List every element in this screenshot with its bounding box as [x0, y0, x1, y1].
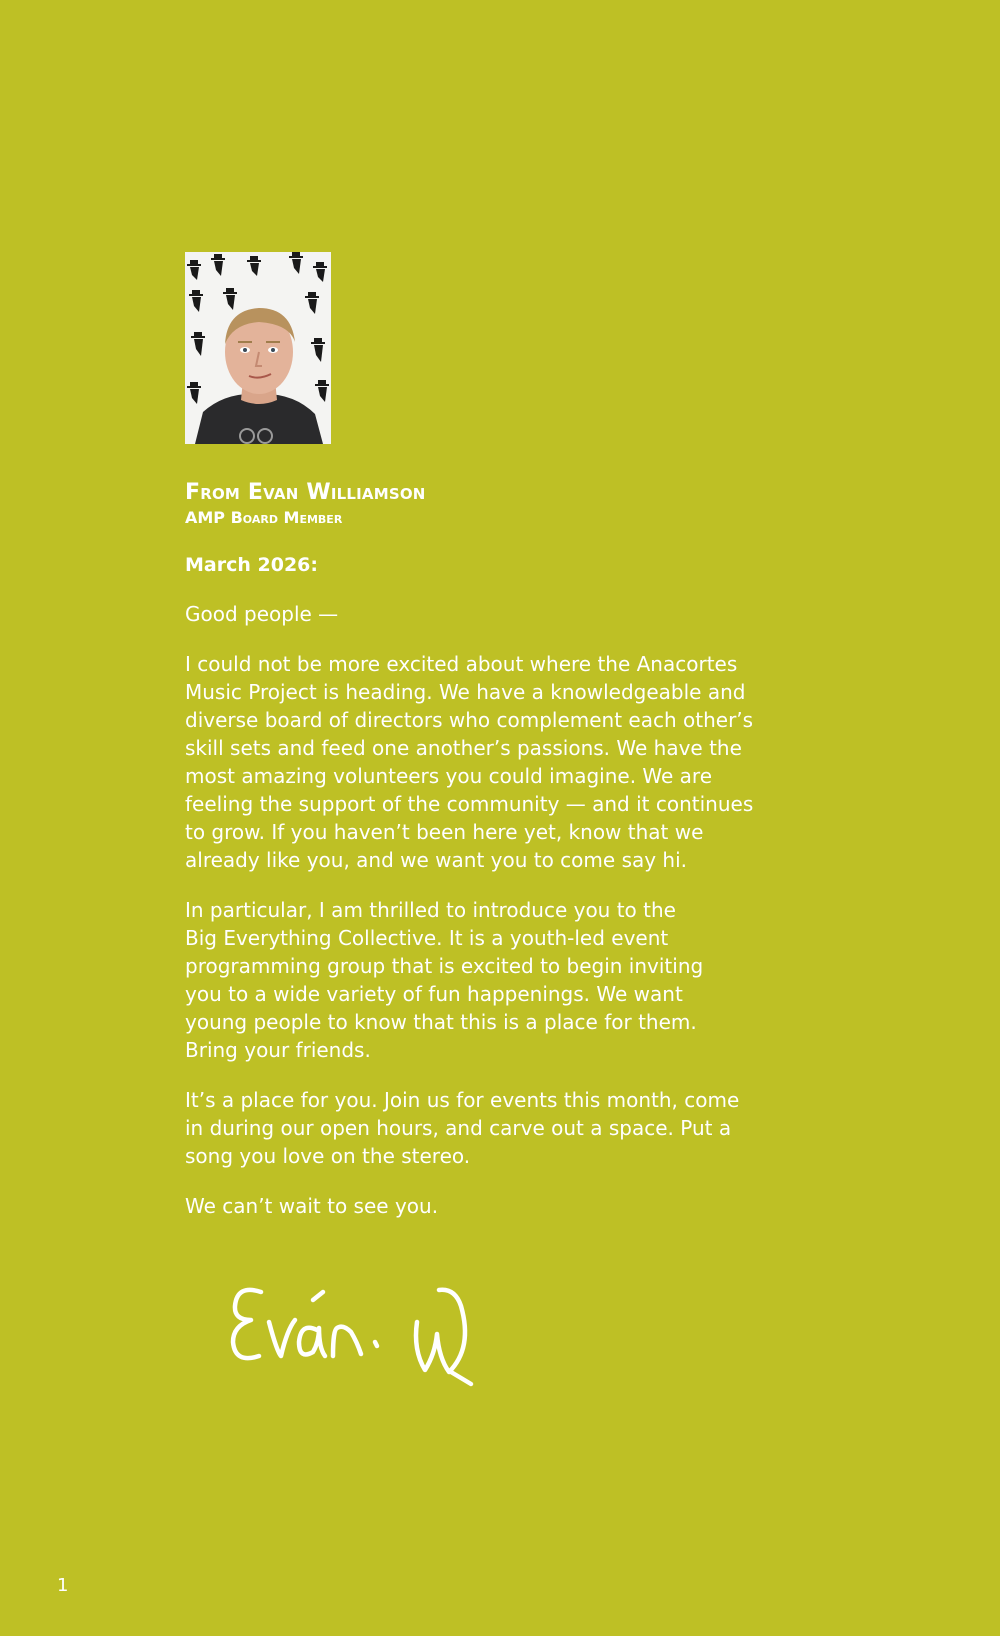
page-number: 1 — [57, 1575, 69, 1596]
author-role: AMP Board Member — [185, 508, 343, 527]
signature — [225, 1270, 505, 1400]
letter-paragraph: I could not be more excited about where the Anacortes Music Project is heading. We have a knowledgeable and diverse board of directors who complement each other’s skill sets and feed one another’s passions. We have the most amazing volunteers you could imagine. We are feeling the support of the community — and it continues to grow. If you haven’t been here yet, know that we already like you, and we want you to come say hi. — [185, 652, 754, 872]
letter-paragraph: It’s a place for you. Join us for events this month, come in during our open hours, and carve out a space. Put a song you love on the stereo. — [185, 1088, 740, 1168]
letter-date: March 2026: — [185, 554, 318, 576]
letter-greeting: Good people — — [185, 602, 339, 626]
letter-content — [185, 478, 825, 1220]
letter-paragraph: In particular, I am thrilled to introduce you to the Big Everything Collective. It is a youth-led event programming group that is excited to begin inviting you to a wide variety of fun happenings. We want young people to know that this is a place for them. Bring your friends. — [185, 898, 704, 1062]
letter-closing: We can’t wait to see you. — [185, 1194, 439, 1218]
author-photo — [185, 252, 331, 444]
author-name: From Evan Williamson — [185, 480, 426, 505]
author-portrait-image — [185, 252, 331, 444]
